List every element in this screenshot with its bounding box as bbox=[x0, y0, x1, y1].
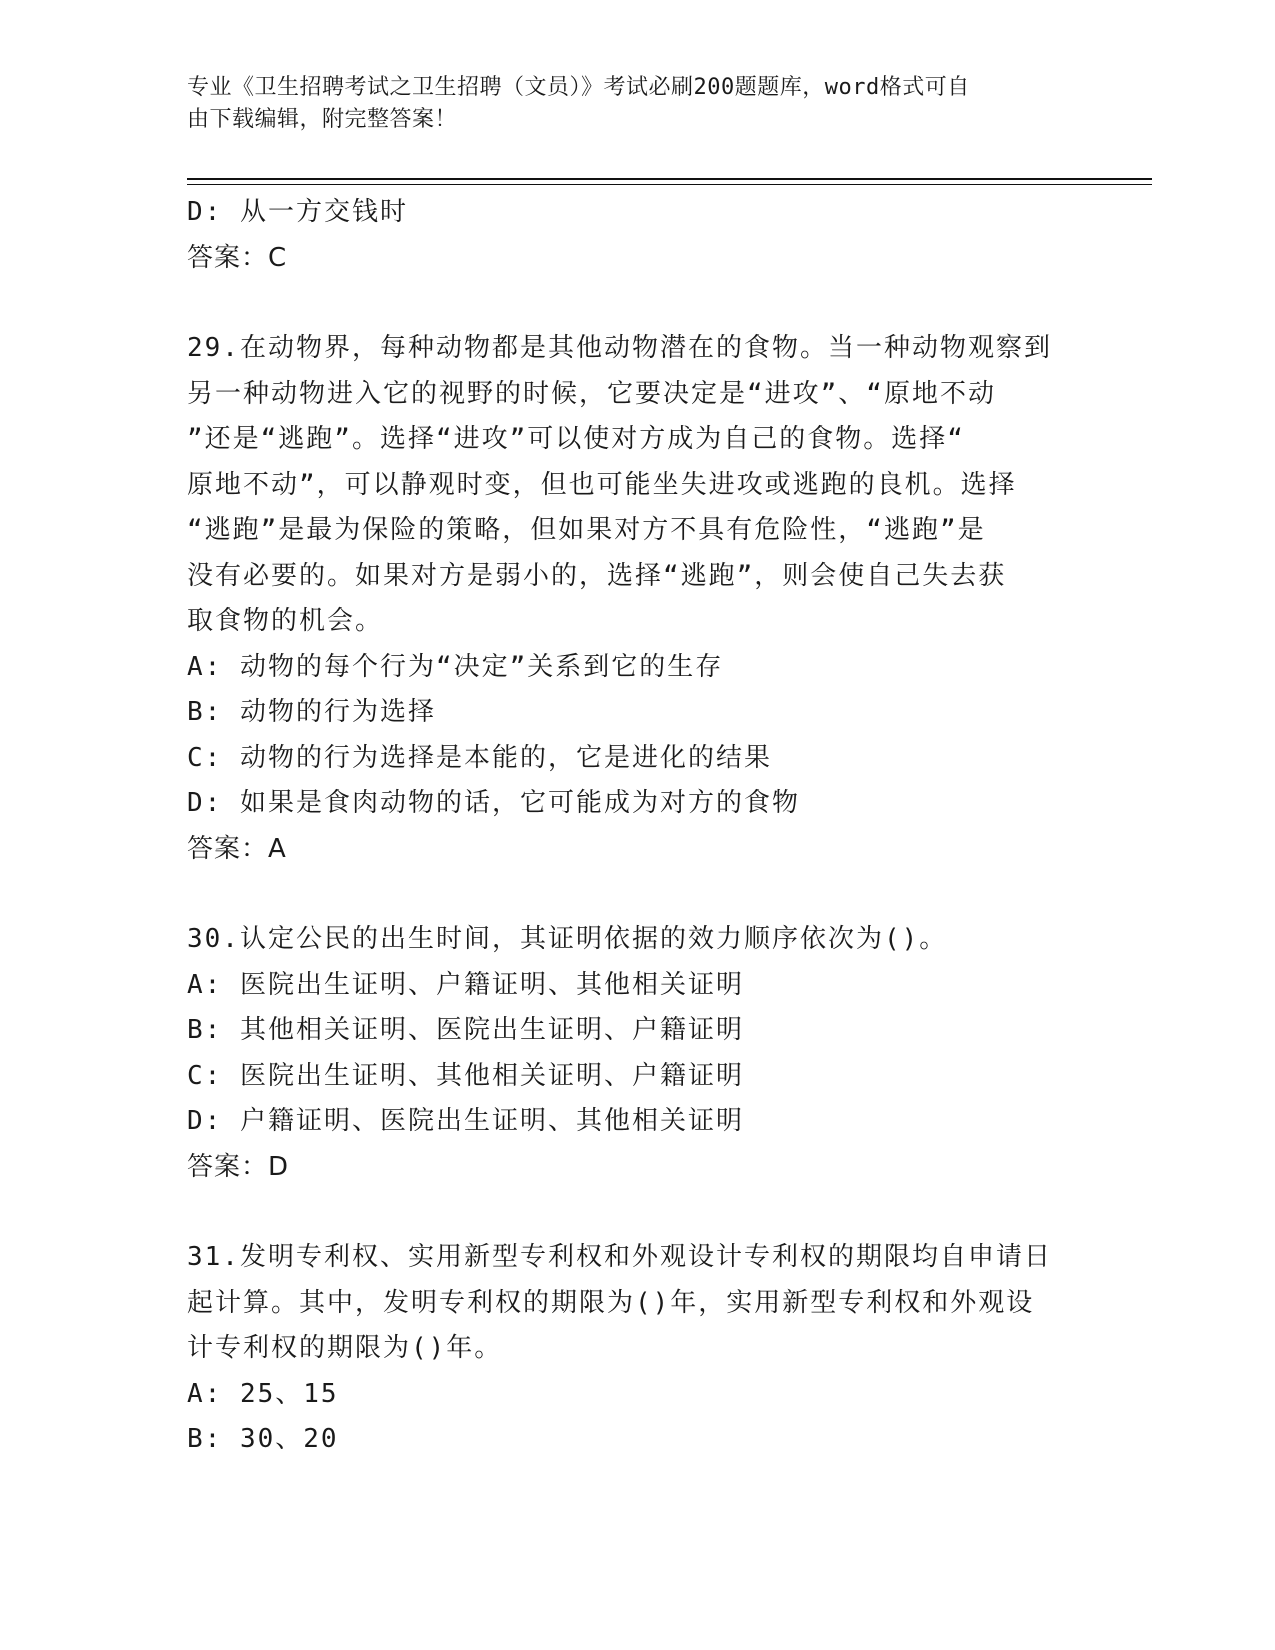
answer-label: 答案：A bbox=[187, 833, 287, 864]
question-text-line: 没有必要的。如果对方是弱小的，选择“逃跑”，则会使自己失去获 bbox=[187, 560, 1007, 591]
question-text-line: 起计算。其中，发明专利权的期限为()年，实用新型专利权和外观设 bbox=[187, 1287, 1035, 1318]
option-a: A: 动物的每个行为“决定”关系到它的生存 bbox=[187, 651, 724, 682]
option-c: C: 动物的行为选择是本能的，它是进化的结果 bbox=[187, 742, 772, 773]
question-text-line: 31.发明专利权、实用新型专利权和外观设计专利权的期限均自申请日 bbox=[187, 1242, 1052, 1272]
header-divider-thin bbox=[187, 184, 1152, 185]
option-d: D: 如果是食肉动物的话，它可能成为对方的食物 bbox=[187, 788, 800, 818]
option-b: B: 动物的行为选择 bbox=[187, 697, 436, 727]
page-content bbox=[187, 190, 1067, 1463]
question-text-line: 30.认定公民的出生时间，其证明依据的效力顺序依次为()。 bbox=[187, 924, 948, 954]
answer-label: 答案：D bbox=[187, 1151, 290, 1182]
question-29 bbox=[187, 326, 1067, 872]
question-text-line: 计专利权的期限为()年。 bbox=[187, 1333, 503, 1363]
spacer bbox=[187, 1190, 1067, 1235]
option-d: D: 从一方交钱时 bbox=[187, 197, 408, 227]
question-text-line: 另一种动物进入它的视野的时候，它要决定是“进攻”、“原地不动 bbox=[187, 378, 996, 409]
question-text-line: 原地不动”，可以静观时变，但也可能坐失进攻或逃跑的良机。选择 bbox=[187, 469, 1017, 500]
header-divider-thick bbox=[187, 178, 1152, 180]
option-d: D: 户籍证明、医院出生证明、其他相关证明 bbox=[187, 1106, 744, 1136]
spacer bbox=[187, 872, 1067, 917]
question-text-line: 取食物的机会。 bbox=[187, 606, 384, 636]
page-header bbox=[187, 72, 1067, 136]
option-a: A: 25、15 bbox=[187, 1378, 339, 1409]
header-line-1: 专业《卫生招聘考试之卫生招聘（文员）》考试必刷200题题库，word格式可自 bbox=[187, 75, 970, 100]
question-text-line: ”还是“逃跑”。选择“进攻”可以使对方成为自己的食物。选择“ bbox=[187, 424, 965, 454]
option-b: B: 其他相关证明、医院出生证明、户籍证明 bbox=[187, 1015, 744, 1045]
spacer bbox=[187, 281, 1067, 326]
question-30 bbox=[187, 917, 1067, 1190]
option-a: A: 医院出生证明、户籍证明、其他相关证明 bbox=[187, 969, 744, 1000]
question-31 bbox=[187, 1235, 1067, 1463]
previous-question-tail bbox=[187, 190, 1067, 281]
question-text-line: 29.在动物界，每种动物都是其他动物潜在的食物。当一种动物观察到 bbox=[187, 333, 1052, 363]
question-text-line: “逃跑”是最为保险的策略，但如果对方不具有危险性，“逃跑”是 bbox=[187, 515, 986, 545]
option-b: B: 30、20 bbox=[187, 1424, 339, 1454]
header-line-2: 由下载编辑，附完整答案！ bbox=[187, 107, 458, 132]
option-c: C: 医院出生证明、其他相关证明、户籍证明 bbox=[187, 1060, 744, 1091]
answer-label: 答案：C bbox=[187, 242, 288, 273]
